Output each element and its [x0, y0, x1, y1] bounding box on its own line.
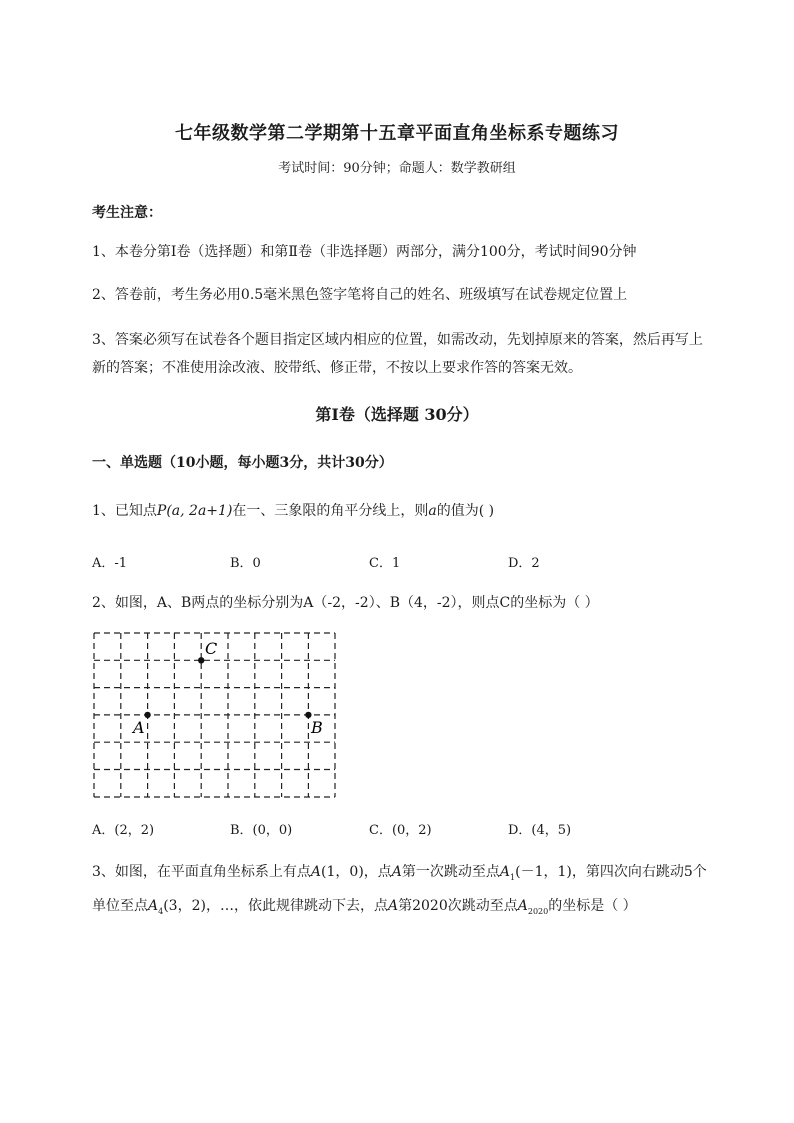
question-1 [92, 500, 494, 520]
exam-info: 考试时间：90分钟；命题人：数学教研组 [278, 161, 516, 176]
section-title: 第I卷（选择题 30分） [315, 405, 479, 424]
notice-item-2: 2、答卷前，考生务必用0.5毫米黑色签字笔将自己的姓名、班级填写在试卷规定位置上 [92, 287, 628, 303]
label-c: C [205, 639, 218, 658]
q2-option-a: A．(2，2) [92, 823, 155, 838]
notice-item-3: 3、答案必须写在试卷各个题目指定区域内相应的位置，如需改动，先划掉原来的答案，然后再写上新的答案；不准使用涂改液、胶带纸、修正带，不按以上要求作答的答案无效。 [92, 332, 703, 376]
q1-point-expression: P(a, 2a+1) [156, 503, 233, 519]
label-a: A [133, 718, 145, 737]
q3-text-1: 3、如图，在平面直角坐标系上有点 [92, 864, 311, 880]
q2-option-d: D．(4，5) [508, 823, 572, 838]
q3-a2020-subscript: 2020 [527, 906, 549, 916]
q3-text-2: (1，0)，点 [321, 864, 392, 880]
notice-item-1: 1、本卷分第I卷（选择题）和第Ⅱ卷（非选择题）两部分，满分100分，考试时间90分钟 [92, 244, 637, 260]
q1-option-d: D．2 [508, 556, 540, 571]
q3-point-a-3: A [387, 897, 399, 914]
q1-option-c: C．1 [369, 556, 401, 571]
q3-text-4: (－1，1)，第四次向右跳动5个单位至点 [92, 864, 707, 914]
q3-point-a4: A [148, 897, 159, 914]
question-2: 2、如图，A、B两点的坐标分别为A（-2，-2）、B（4，-2），则点C的坐标为（ ） [92, 595, 599, 611]
q3-a4-subscript: 4 [158, 906, 164, 916]
q2-option-b: B．(0，0) [230, 823, 293, 838]
q1-end-text: 的值为( ) [436, 503, 495, 519]
q1-variable: a [428, 503, 437, 519]
q1-option-a: A．-1 [92, 556, 128, 571]
q1-option-b: B．0 [230, 556, 261, 571]
page-title: 七年级数学第二学期第十五章平面直角坐标系专题练习 [175, 123, 619, 144]
q2-option-c: C．(0，2) [369, 823, 432, 838]
q3-point-a-2: A [391, 864, 402, 880]
q3-text-6: 第2020次跳动至点 [398, 897, 518, 914]
q3-text-3: 第一次跳动至点 [401, 864, 500, 880]
q3-text-5: (3，2)，…，依此规律跳动下去，点 [163, 897, 388, 914]
q1-prefix: 1、已知点 [92, 503, 157, 519]
point-a [144, 712, 150, 718]
part-title: 一、单选题（10小题，每小题3分，共计30分） [92, 455, 393, 471]
label-b: B [311, 718, 323, 737]
q3-point-a: A [310, 864, 322, 880]
q1-middle-text: 在一、三象限的角平分线上，则 [232, 503, 429, 519]
question-3 [92, 858, 717, 926]
q2-grid-figure [90, 629, 340, 801]
q3-point-a2020: A [517, 897, 528, 914]
q3-point-a1: A [499, 864, 511, 880]
point-c [198, 657, 204, 663]
q3-text-7: 的坐标是（ ） [548, 897, 637, 914]
q3-a1-subscript: 1 [510, 872, 516, 882]
notice-heading: 考生注意： [92, 205, 162, 221]
